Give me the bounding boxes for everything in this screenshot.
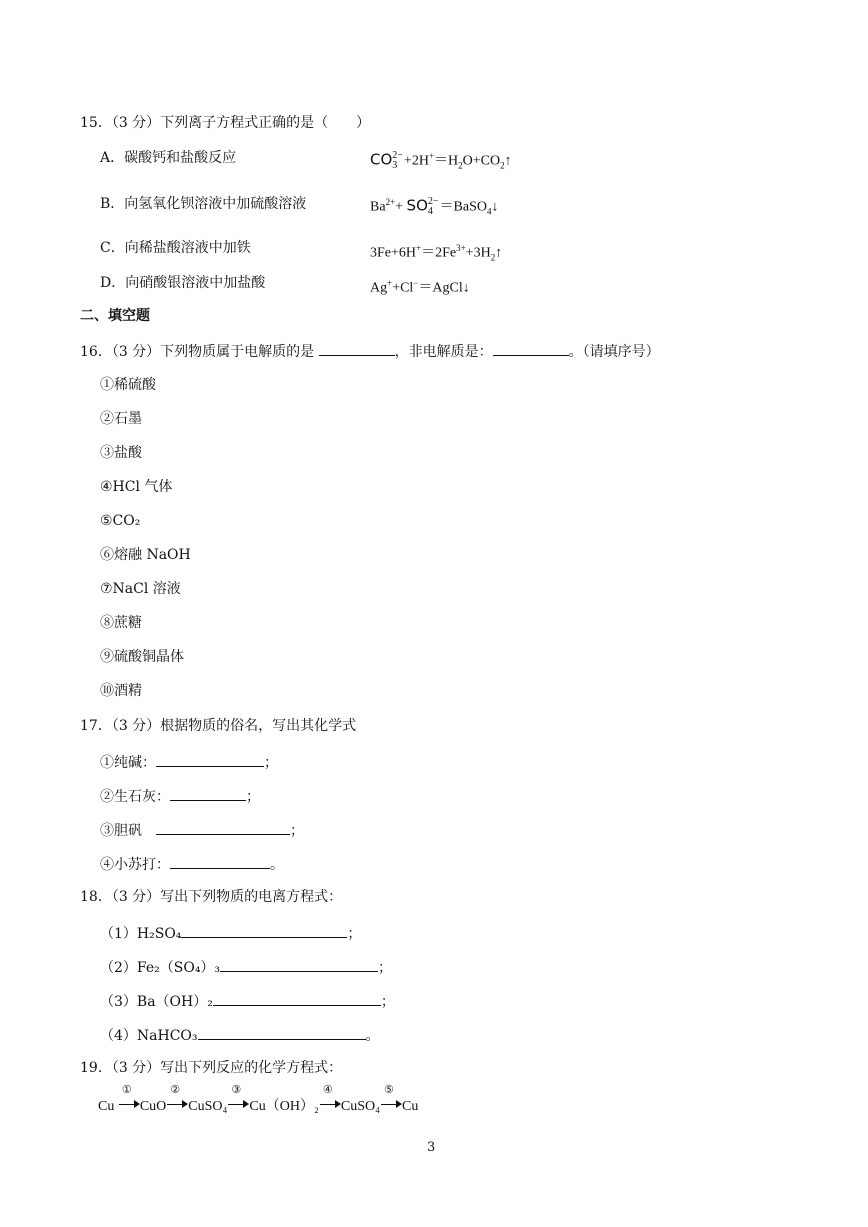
q16-blank-electrolyte[interactable]	[319, 340, 395, 356]
q19-reaction-chain: Cu ① CuO ② CuSO₄ ③ Cu（OH）₂ ④ CuSO₄ ⑤ Cu	[98, 1084, 419, 1114]
q15-equation-c: $3Fe+6H^+=2Fe^{3+}+3H_2↑$	[370, 243, 503, 263]
reaction-arrow-2: ②	[166, 1094, 188, 1112]
section-heading: 二、填空题	[80, 308, 150, 324]
q17-blank-1[interactable]	[156, 751, 264, 767]
q18-blank-3[interactable]	[213, 990, 381, 1006]
q18-stem: 18．（3 分）写出下列物质的电离方程式：	[80, 889, 343, 905]
q15-option-a: A．碳酸钙和盐酸反应	[100, 150, 237, 166]
q18-blank-1[interactable]	[181, 922, 347, 938]
q18-item-2: （2）Fe₂（SO₄）₃ ；	[100, 956, 392, 978]
q17-blank-4[interactable]	[170, 853, 270, 869]
q16-blank-nonelectrolyte[interactable]	[493, 340, 569, 356]
q16-item: ④HCl 气体	[100, 479, 173, 495]
q18-item-1: （1）H₂SO₄ ；	[100, 922, 361, 944]
reaction-arrow-3: ③	[227, 1094, 249, 1112]
q16-item: ⑥熔融 NaOH	[100, 547, 191, 563]
q15-equation-d: Ag++Cl−＝AgCl↓	[370, 278, 470, 296]
q19-stem: 19．（3 分）写出下列反应的化学方程式：	[80, 1060, 343, 1076]
q15-option-d: D．向硝酸银溶液中加盐酸	[100, 275, 266, 291]
reaction-arrow-1: ①	[118, 1094, 140, 1112]
q18-blank-4[interactable]	[198, 1024, 366, 1040]
q16-item: ⑤CO₂	[100, 513, 141, 529]
q18-item-3: （3）Ba（OH）₂ ；	[100, 990, 395, 1012]
q15-option-c: C．向稀盐酸溶液中加铁	[100, 240, 251, 256]
q16-item: ⑩酒精	[100, 683, 142, 699]
q17-item-1: ①纯碱： ；	[100, 751, 278, 773]
q16-item: ①稀硫酸	[100, 377, 156, 393]
page-number: 3	[427, 1140, 436, 1155]
q16-item: ⑦NaCl 溶液	[100, 581, 181, 597]
q17-stem: 17．（3 分）根据物质的俗名，写出其化学式	[80, 718, 357, 734]
reaction-arrow-4: ④	[319, 1094, 341, 1112]
q15-option-b: B．向氢氧化钡溶液中加硫酸溶液	[100, 196, 307, 212]
q17-blank-2[interactable]	[170, 785, 246, 801]
q17-item-3: ③胆矾 ；	[100, 819, 304, 841]
q16-item: ③盐酸	[100, 445, 142, 461]
q16-item: ⑨硫酸铜晶体	[100, 649, 184, 665]
q18-item-4: （4）NaHCO₃ 。	[100, 1024, 380, 1046]
q17-blank-3[interactable]	[156, 819, 290, 835]
q17-item-4: ④小苏打： 。	[100, 853, 284, 875]
q16-item: ②石墨	[100, 411, 142, 427]
reaction-arrow-5: ⑤	[380, 1094, 402, 1112]
q15-equation-b: $Ba^{2+}+$ SO 2− 4 ＝BaSO$_4$↓	[370, 196, 499, 218]
q17-item-2: ②生石灰： ；	[100, 785, 260, 807]
q18-blank-2[interactable]	[220, 956, 378, 972]
q16-item: ⑧蔗糖	[100, 615, 142, 631]
q16-stem: 16．（3 分）下列物质属于电解质的是 ，非电解质是： 。（请填序号）	[80, 340, 660, 362]
q15-equation-a: CO 2− 3 $+2H^+=H_2O+CO_2↑$	[370, 150, 512, 172]
q15-stem: 15．（3 分）下列离子方程式正确的是（ ）	[80, 115, 371, 131]
